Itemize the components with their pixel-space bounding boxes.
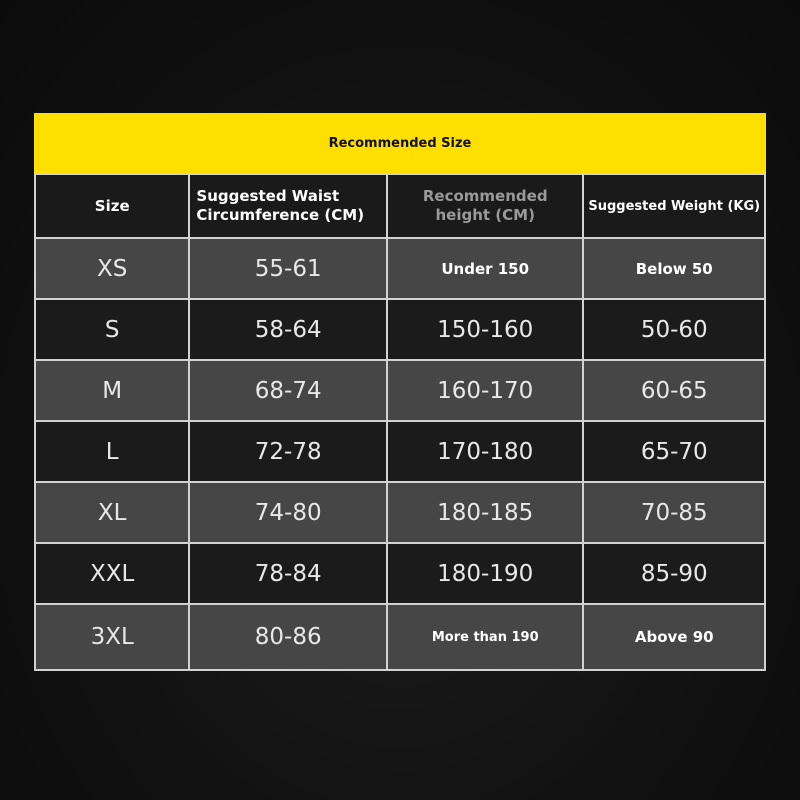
- chart-title: Recommended Size: [34, 113, 766, 173]
- cell-height: 160-170: [387, 360, 584, 421]
- cell-size: L: [35, 421, 189, 482]
- table-row: [35, 604, 765, 670]
- cell-size: 3XL: [35, 604, 189, 670]
- table-row: [35, 299, 765, 360]
- size-chart: [34, 113, 766, 671]
- table-row: [35, 543, 765, 604]
- cell-waist: 68-74: [189, 360, 387, 421]
- cell-waist: 55-61: [189, 238, 387, 299]
- cell-height: 180-190: [387, 543, 584, 604]
- cell-waist: 72-78: [189, 421, 387, 482]
- cell-waist: 58-64: [189, 299, 387, 360]
- header-height-line2: height (CM): [435, 206, 535, 224]
- cell-weight: Above 90: [583, 604, 765, 670]
- table-row: [35, 238, 765, 299]
- header-weight: Suggested Weight (KG): [583, 174, 765, 238]
- cell-size: M: [35, 360, 189, 421]
- table-row: [35, 421, 765, 482]
- cell-size: S: [35, 299, 189, 360]
- cell-weight: 65-70: [583, 421, 765, 482]
- cell-height: Under 150: [387, 238, 584, 299]
- cell-waist: 80-86: [189, 604, 387, 670]
- header-waist-line2: Circumference (CM): [196, 206, 365, 224]
- cell-weight: 50-60: [583, 299, 765, 360]
- cell-waist: 78-84: [189, 543, 387, 604]
- cell-height: More than 190: [387, 604, 584, 670]
- cell-size: XL: [35, 482, 189, 543]
- header-height-line1: Recommended: [422, 187, 548, 205]
- header-size: Size: [35, 174, 189, 238]
- cell-height: 150-160: [387, 299, 584, 360]
- cell-height: 170-180: [387, 421, 584, 482]
- cell-weight: Below 50: [583, 238, 765, 299]
- cell-weight: 85-90: [583, 543, 765, 604]
- table-row: [35, 360, 765, 421]
- header-waist-line1: Suggested Waist: [196, 187, 340, 205]
- cell-weight: 60-65: [583, 360, 765, 421]
- cell-weight: 70-85: [583, 482, 765, 543]
- cell-waist: 74-80: [189, 482, 387, 543]
- cell-height: 180-185: [387, 482, 584, 543]
- size-table: [34, 173, 766, 671]
- table-row: [35, 482, 765, 543]
- cell-size: XXL: [35, 543, 189, 604]
- cell-size: XS: [35, 238, 189, 299]
- header-row: [35, 174, 765, 238]
- header-waist: [189, 174, 387, 238]
- header-height: [387, 174, 584, 238]
